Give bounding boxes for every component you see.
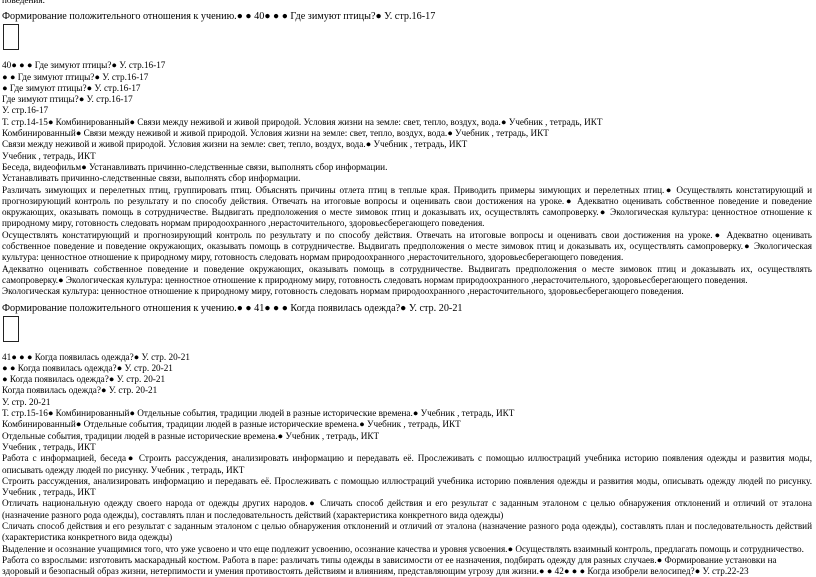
text-line: Связи между неживой и живой природой. Условия жизни на земле: свет, тепло, воздух, вода.● Учебник , тетрадь, ИКТ [2, 139, 468, 150]
lesson-header: Формирование положительного отношения к учению.● ● 41● ● ● Когда появилась одежда?● У. стр. 20-21 [2, 302, 463, 314]
text-line: У. стр.16-17 [2, 105, 49, 116]
text-paragraph: Строить рассуждения, анализировать информацию и передавать её. Прослеживать с помощью иллюстраций учебника историю появления одежды и развития моды, описывать одежду людей по рисунку. Учебник , тетрадь, ИКТ [2, 475, 812, 498]
text-paragraph: Сличать способ действия и его результат с заданным эталоном с целью обнаружения отклонений и отличий от эталона (назначение разного рода одежды), составлять план и последовательность действий (характеристика конкретного вида одежды) [2, 520, 812, 543]
text-line: Учебник , тетрадь, ИКТ [2, 150, 96, 161]
text-line: Учебник , тетрадь, ИКТ [2, 441, 96, 452]
text-line: У. стр. 20-21 [2, 396, 51, 407]
text-paragraph: Отличать национальную одежду своего народа от одежды других народов.● Сличать способ действия и его результат с заданным эталоном с целью обнаружения отклонений и отличий от эталона (назначение разного рода одежды), составлять план и последовательность действий (характеристика конкретного вида одежды) [2, 498, 812, 520]
text-line: Отдельные события, традиции людей в разные исторические времена.● Учебник , тетрадь, ИКТ [2, 430, 380, 441]
text-line: ● Где зимуют птицы?● У. стр.16-17 [2, 82, 141, 93]
text-paragraph: Адекватно оценивать собственное поведение и поведение окружающих, оказывать помощь в сотрудничестве. Выдвигать предположения о месте зимовок птиц и доказывать их, осуществлять самопроверку.● Экологическая культура: ценностное отношение к природному миру, готовность следовать нормам природоохранного ,нерасточительного, здоровьесберегающего поведения. [2, 263, 812, 285]
spacer [2, 51, 812, 60]
text-paragraph: Работа со взрослыми: изготовить маскарадный костюм. Работа в паре: различать типы одежды в зависимости от ее назначения, подбирать одежду для разных случаев.● Формирование установки на [2, 554, 777, 565]
text-paragraph: Осуществлять констатирующий и прогнозирующий контроль по результату и по способу действия. Отвечать на итоговые вопросы и оценивать свои достижения на уроке.● Адекватно оценивать собственное поведение и поведение окружающих, оказывать помощь в сотрудничестве. Выдвигать предположения о месте зимовок птиц и доказывать их, осуществлять самопроверку.● Экологическая культура: ценностное отношение к природному миру, готовность следовать нормам природоохранного ,нерасточительного, здоровьесберегающего поведения. [2, 229, 812, 263]
lesson-header: Формирование положительного отношения к учению.● ● 40● ● ● Где зимуют птицы?● У. стр.16-17 [2, 11, 436, 23]
text-line: ● ● Где зимуют птицы?● У. стр.16-17 [2, 71, 149, 82]
document-page [2, 0, 812, 577]
empty-table-cell [3, 316, 19, 342]
text-line: Когда появилась одежда?● У. стр. 20-21 [2, 385, 158, 396]
text-line: Т. стр.15-16● Комбинированный● Отдельные события, традиции людей в разные исторические времена.● Учебник , тетрадь, ИКТ [2, 408, 515, 419]
text-paragraph: Различать зимующих и перелетных птиц, группировать птиц. Объяснять причины отлета птиц в теплые края. Приводить примеры зимующих и перелетных птиц.● Осуществлять констатирующий и прогнозирующий контроль по результату и по способу действия. Отвечать на итоговые вопросы и оценивать свои достижения на уроке.● Адекватно оценивать собственное поведение и поведение окружающих, оказывать помощь в сотрудничестве. Выдвигать предположения о месте зимовок птиц и доказывать их, осуществлять самопроверку.● Экологическая культура: ценностное отношение к природному миру, готовность следовать нормам природоохранного ,нерасточительного, здоровьесберегающего поведения. [2, 184, 812, 229]
text-line: Т. стр.14-15● Комбинированный● Связи между неживой и живой природой. Условия жизни на земле: свет, тепло, воздух, вода.● Учебник , тетрадь, ИКТ [2, 116, 603, 127]
text-line: здоровый и безопасный образ жизни, нетерпимости и умения противостоять действиям и влияниям, представляющим угрозу для жизни.● ● 42● ● ● Когда изобрели велосипед?● У. стр.22-23 [2, 566, 749, 577]
text-line: Экологическая культура: ценностное отношение к природному миру, готовность следовать нормам природоохранного ,нерасточительного, здоровьесберегающего поведения. [2, 286, 684, 297]
spacer [2, 343, 812, 352]
text-line: Комбинированный● Связи между неживой и живой природой. Условия жизни на земле: свет, тепло, воздух, вода.● Учебник , тетрадь, ИКТ [2, 128, 549, 139]
text-line: Комбинированный● Отдельные события, традиции людей в разные исторические времена.● Учебник , тетрадь, ИКТ [2, 419, 461, 430]
text-line: 40● ● ● Где зимуют птицы?● У. стр.16-17 [2, 60, 166, 71]
text-paragraph: Работа с информацией, беседа● Строить рассуждения, анализировать информацию и передавать её. Прослеживать с помощью иллюстраций учебника историю появления одежды и развития моды, описывать одежду людей по рисунку. Учебник , тетрадь, ИКТ [2, 453, 812, 475]
text-paragraph: Выделение и осознание учащимися того, что уже усвоено и что еще подлежит усвоению, осознание качества и уровня усвоения.● Осуществлять взаимный контроль, предлагать помощь и сотрудничество. [2, 543, 804, 554]
text-line: поведения. [2, 0, 45, 5]
text-line: ● Когда появилась одежда?● У. стр. 20-21 [2, 374, 166, 385]
text-line: Устанавливать причинно-следственные связи, выполнять сбор информации. [2, 173, 301, 184]
empty-table-cell [3, 24, 19, 50]
text-line: Беседа, видеофильм● Устанавливать причинно-следственные связи, выполнять сбор информации. [2, 161, 388, 172]
text-line: 41● ● ● Когда появилась одежда?● У. стр. 20-21 [2, 351, 190, 362]
text-line: Где зимуют птицы?● У. стр.16-17 [2, 94, 133, 105]
text-line: ● ● Когда появилась одежда?● У. стр. 20-21 [2, 362, 173, 373]
